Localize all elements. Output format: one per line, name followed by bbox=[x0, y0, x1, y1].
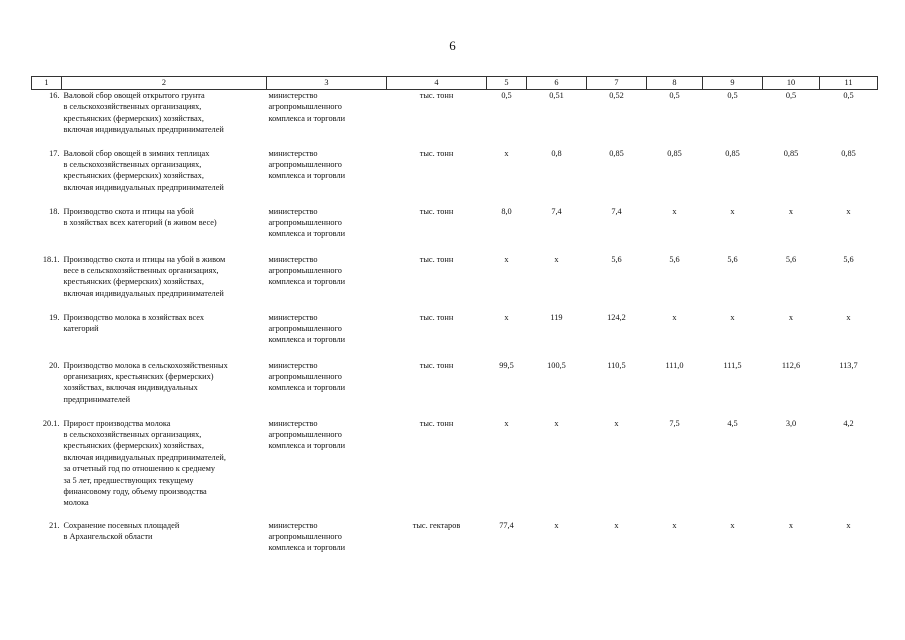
table-row bbox=[32, 148, 878, 206]
row-number: 21. bbox=[49, 520, 60, 530]
indicators-table bbox=[31, 76, 878, 570]
indicator-name: Производство молока в хозяйствах всех категорий bbox=[63, 312, 205, 333]
row-number: 17. bbox=[49, 148, 60, 158]
indicator-value: 4,2 bbox=[843, 418, 854, 428]
indicator-value: x bbox=[846, 206, 851, 216]
indicator-value: 77,4 bbox=[499, 520, 514, 530]
row-number: 19. bbox=[49, 312, 60, 322]
unit-of-measure: тыс. тонн bbox=[419, 91, 454, 100]
indicator-value: 0,85 bbox=[667, 148, 682, 158]
column-header: 6 bbox=[527, 77, 587, 90]
indicator-value: 100,5 bbox=[547, 360, 566, 370]
table-row bbox=[32, 254, 878, 312]
indicator-value: x bbox=[846, 520, 851, 530]
unit-of-measure: тыс. тонн bbox=[419, 312, 454, 322]
unit-of-measure: тыс. тонн bbox=[419, 206, 454, 216]
responsible-executor: министерство агропромышленного комплекса и торговли bbox=[268, 312, 346, 345]
indicator-name: Производство скота и птицы на убой в хозяйствах всех категорий (в живом весе) bbox=[63, 206, 217, 227]
indicator-value: 119 bbox=[550, 312, 563, 322]
indicator-value: 5,6 bbox=[727, 254, 738, 264]
indicator-value: x bbox=[730, 206, 735, 216]
indicator-value: 5,6 bbox=[611, 254, 622, 264]
indicator-name: Сохранение посевных площадей в Архангельской области bbox=[63, 520, 180, 541]
indicator-value: 113,7 bbox=[839, 360, 858, 370]
indicator-value: x bbox=[614, 520, 619, 530]
indicator-value: x bbox=[504, 312, 509, 322]
indicator-value: 7,4 bbox=[611, 206, 622, 216]
responsible-executor: министерство агропромышленного комплекса и торговли bbox=[268, 254, 346, 287]
indicator-name: Валовой сбор овощей в зимних теплицах в сельскохозяйственных организациях, крестьянских (фермерских) хозяйствах, включая индивидуальных предпринимателей bbox=[63, 148, 224, 192]
indicator-name: Производство молока в сельскохозяйственных организациях, крестьянских (фермерских) хозяйствах, включая индивидуальных предпринимателей bbox=[63, 360, 228, 404]
indicator-value: 7,4 bbox=[551, 206, 562, 216]
column-header: 11 bbox=[820, 77, 878, 90]
indicator-value: 124,2 bbox=[607, 312, 626, 322]
row-number: 16. bbox=[49, 91, 60, 100]
table-row bbox=[32, 418, 878, 520]
indicator-value: 111,5 bbox=[723, 360, 742, 370]
indicator-value: x bbox=[504, 418, 509, 428]
indicator-value: 0,8 bbox=[551, 148, 562, 158]
indicator-value: 5,6 bbox=[785, 254, 797, 264]
column-header: 2 bbox=[62, 77, 267, 90]
indicator-value: 0,5 bbox=[785, 91, 797, 100]
table-row bbox=[32, 520, 878, 570]
indicator-name: Прирост производства молока в сельскохозяйственных организациях, крестьянских (фермерских) хозяйствах, включая индивидуальных предпринимателей, за отчетный год по отношению к среднему за 5 лет, предшествующих текущему финансовому году, объему производства молока bbox=[63, 418, 226, 508]
table-row bbox=[32, 360, 878, 418]
unit-of-measure: тыс. тонн bbox=[419, 148, 454, 158]
indicator-value: 110,5 bbox=[607, 360, 626, 370]
column-header: 5 bbox=[487, 77, 527, 90]
indicator-value: x bbox=[788, 312, 794, 322]
indicator-value: 0,5 bbox=[843, 91, 854, 100]
table-row bbox=[32, 90, 878, 148]
responsible-executor: министерство агропромышленного комплекса и торговли bbox=[268, 360, 346, 393]
table-row bbox=[32, 206, 878, 254]
indicator-value: 99,5 bbox=[499, 360, 514, 370]
indicator-name: Валовой сбор овощей открытого грунта в сельскохозяйственных организациях, крестьянских (фермерских) хозяйствах, включая индивидуальных предпринимателей bbox=[63, 91, 224, 135]
responsible-executor: министерство агропромышленного комплекса и торговли bbox=[268, 206, 346, 239]
unit-of-measure: тыс. гектаров bbox=[412, 520, 461, 530]
indicator-value: 0,52 bbox=[609, 91, 624, 100]
indicator-name: Производство скота и птицы на убой в живом весе в сельскохозяйственных организациях, крестьянских (фермерских) хозяйствах, включая индивидуальных предпринимателей bbox=[63, 254, 226, 298]
column-header: 1 bbox=[32, 77, 62, 90]
indicator-value: x bbox=[504, 254, 509, 264]
indicator-value: 3,0 bbox=[785, 418, 797, 428]
responsible-executor: министерство агропромышленного комплекса и торговли bbox=[268, 520, 346, 553]
table-row bbox=[32, 312, 878, 360]
indicator-value: x bbox=[788, 206, 794, 216]
indicator-value: 0,5 bbox=[727, 91, 738, 100]
indicator-value: x bbox=[730, 520, 735, 530]
responsible-executor: министерство агропромышленного комплекса и торговли bbox=[268, 418, 346, 451]
indicator-value: x bbox=[554, 254, 559, 264]
row-number: 18.1. bbox=[42, 254, 60, 264]
indicator-value: x bbox=[672, 520, 677, 530]
table-body bbox=[32, 90, 878, 570]
indicator-value: 4,5 bbox=[727, 418, 738, 428]
indicator-value: 0,85 bbox=[783, 148, 799, 158]
header-row bbox=[32, 77, 878, 90]
indicator-value: x bbox=[504, 148, 509, 158]
indicator-value: 7,5 bbox=[669, 418, 680, 428]
indicator-value: x bbox=[672, 206, 677, 216]
page-number: 6 bbox=[449, 38, 456, 53]
column-header: 8 bbox=[647, 77, 703, 90]
indicator-value: x bbox=[730, 312, 735, 322]
column-header: 7 bbox=[587, 77, 647, 90]
indicator-value: 112,6 bbox=[781, 360, 801, 370]
column-header: 4 bbox=[387, 77, 487, 90]
indicator-value: x bbox=[554, 520, 559, 530]
unit-of-measure: тыс. тонн bbox=[419, 360, 454, 370]
indicator-value: 8,0 bbox=[501, 206, 512, 216]
indicator-value: 0,5 bbox=[501, 91, 512, 100]
column-header: 10 bbox=[763, 77, 820, 90]
indicator-value: x bbox=[672, 312, 677, 322]
indicator-value: 0,51 bbox=[549, 91, 564, 100]
indicator-value: x bbox=[788, 520, 794, 530]
indicator-value: x bbox=[554, 418, 559, 428]
indicator-value: x bbox=[614, 418, 619, 428]
indicator-value: x bbox=[846, 312, 851, 322]
column-header: 9 bbox=[703, 77, 763, 90]
indicator-value: 5,6 bbox=[669, 254, 680, 264]
indicator-value: 0,5 bbox=[669, 91, 680, 100]
row-number: 18. bbox=[49, 206, 60, 216]
indicator-value: 0,85 bbox=[609, 148, 624, 158]
row-number: 20.1. bbox=[42, 418, 60, 428]
row-number: 20. bbox=[49, 360, 60, 370]
responsible-executor: министерство агропромышленного комплекса и торговли bbox=[268, 148, 346, 181]
responsible-executor: министерство агропромышленного комплекса и торговли bbox=[268, 91, 346, 123]
indicator-value: 0,85 bbox=[725, 148, 740, 158]
unit-of-measure: тыс. тонн bbox=[419, 254, 454, 264]
indicator-value: 0,85 bbox=[841, 148, 856, 158]
indicator-value: 5,6 bbox=[843, 254, 854, 264]
indicator-value: 111,0 bbox=[665, 360, 684, 370]
unit-of-measure: тыс. тонн bbox=[419, 418, 454, 428]
column-header: 3 bbox=[267, 77, 387, 90]
